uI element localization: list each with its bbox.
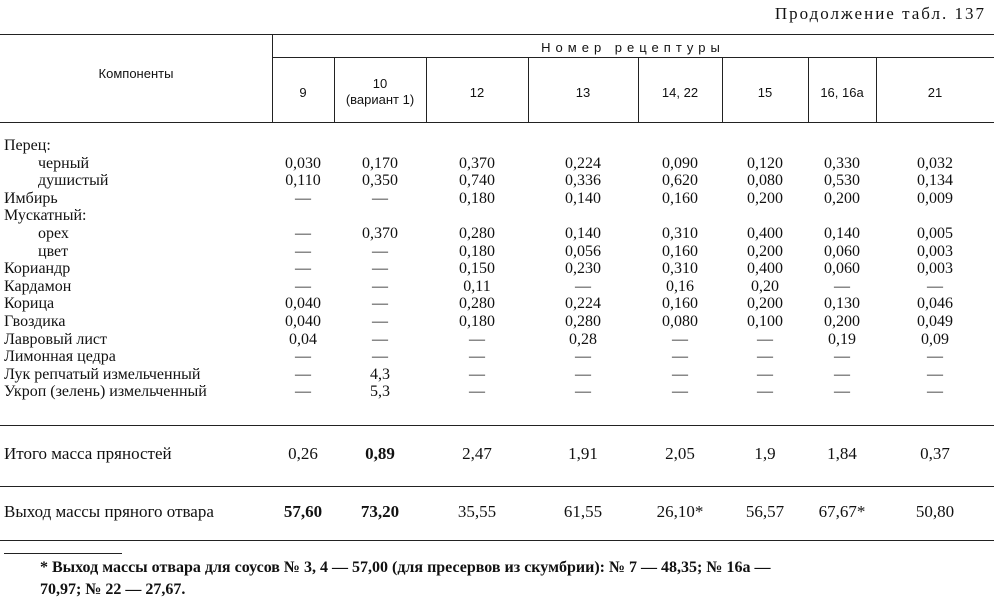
table-cell: 0,200 xyxy=(747,242,783,260)
table-cell: 0,310 xyxy=(662,225,698,242)
table-cell: 0,060 xyxy=(824,242,860,260)
table-cell: 0,180 xyxy=(459,189,495,207)
table-row xyxy=(0,313,994,330)
table-cell: 0,230 xyxy=(565,260,601,278)
table-cell: — xyxy=(295,348,311,366)
table-cell: — xyxy=(927,383,943,401)
table-cell: 0,110 xyxy=(285,172,321,190)
table-cell: 0,120 xyxy=(747,154,783,172)
table-cell: 2,05 xyxy=(665,444,695,463)
page-title: Продолжение табл. 137 xyxy=(774,4,986,23)
table-cell: — xyxy=(469,383,485,401)
table-cell: 0,100 xyxy=(747,313,783,330)
table-cell: 0,330 xyxy=(824,154,860,172)
table-cell: 0,370 xyxy=(459,154,495,172)
table-cell: 0,280 xyxy=(565,313,601,330)
table-cell: 0,130 xyxy=(824,295,860,313)
table-cell: — xyxy=(469,365,485,383)
table-cell: 0,200 xyxy=(747,189,783,207)
table-cell: — xyxy=(372,189,388,207)
table-cell: 0,140 xyxy=(824,225,860,242)
table-cell: 0,19 xyxy=(828,330,856,348)
table-cell: 0,140 xyxy=(565,189,601,207)
table-cell: — xyxy=(757,383,773,401)
table-row xyxy=(0,137,994,154)
row-label: Перец: xyxy=(4,137,51,154)
table-cell: 0,224 xyxy=(565,154,601,172)
table-cell: 0,150 xyxy=(459,260,495,278)
table-cell: — xyxy=(834,383,850,401)
header-bottom-rule xyxy=(0,122,994,123)
table-cell: 0,030 xyxy=(285,154,321,172)
table-cell: 0,620 xyxy=(662,172,698,190)
row-label: Лавровый лист xyxy=(4,330,108,348)
table-cell: — xyxy=(295,365,311,383)
table-top-rule xyxy=(0,34,994,35)
table-cell: — xyxy=(295,383,311,401)
table-cell: 0,032 xyxy=(917,154,953,172)
table-cell: 0,080 xyxy=(747,172,783,190)
row-label: Укроп (зелень) измельченный xyxy=(4,383,207,401)
table-cell: 0,04 xyxy=(289,330,317,348)
table-row xyxy=(0,190,994,207)
table-cell: 0,160 xyxy=(662,295,698,313)
table-cell: 0,049 xyxy=(917,313,953,330)
table-cell: 1,91 xyxy=(568,444,598,463)
table-cell: 0,20 xyxy=(751,277,779,295)
group-rule xyxy=(272,57,994,58)
table-cell: 0,280 xyxy=(459,225,495,242)
table-cell: 61,55 xyxy=(563,502,603,521)
table-cell: 0,180 xyxy=(459,242,495,260)
table-cell: — xyxy=(575,383,591,401)
footnote xyxy=(40,557,980,601)
row-label: Лук репчатый измельченный xyxy=(4,365,201,383)
components-header: Компоненты xyxy=(98,66,174,81)
recipe-number-header: Номер рецептуры xyxy=(541,40,725,55)
table-cell: 2,47 xyxy=(462,444,492,463)
table-cell: 0,200 xyxy=(747,295,783,313)
table-bottom-rule xyxy=(0,540,994,541)
table-cell: 0,09 xyxy=(921,330,949,348)
table-cell: 0,040 xyxy=(285,295,321,313)
output-label: Выход массы пряного отвара xyxy=(4,502,214,521)
column-header: 14, 22 xyxy=(661,85,699,100)
table-row xyxy=(0,278,994,295)
table-cell: 0,080 xyxy=(662,313,698,330)
table-cell: — xyxy=(372,313,388,330)
table-cell: — xyxy=(372,242,388,260)
table-cell: 5,3 xyxy=(370,383,390,401)
table-cell: 0,046 xyxy=(917,295,953,313)
table-cell: 0,180 xyxy=(459,313,495,330)
table-cell: 1,9 xyxy=(754,444,776,463)
table-cell: 0,336 xyxy=(565,172,601,190)
table-cell: 0,003 xyxy=(917,242,953,260)
table-cell: 0,009 xyxy=(917,189,953,207)
table-row xyxy=(0,243,994,260)
table-cell: 0,370 xyxy=(362,225,398,242)
body-bottom-rule xyxy=(0,425,994,426)
table-cell: — xyxy=(372,277,388,295)
table-cell: — xyxy=(295,225,311,242)
table-cell: — xyxy=(927,348,943,366)
table-row xyxy=(0,366,994,383)
column-header: 21 xyxy=(927,85,943,100)
total-bottom-rule xyxy=(0,486,994,487)
table-cell: — xyxy=(834,348,850,366)
table-cell: — xyxy=(927,365,943,383)
table-cell: 0,160 xyxy=(662,189,698,207)
table-cell: 57,60 xyxy=(283,502,323,521)
table-cell: 0,200 xyxy=(824,313,860,330)
table-cell: 0,400 xyxy=(747,260,783,278)
table-cell: 0,37 xyxy=(920,444,950,463)
row-label: цвет xyxy=(38,242,69,260)
column-header: 9 xyxy=(299,85,307,100)
footnote-line: * Выход массы отвара для соусов № 3, 4 — 57,00 (для пресервов из скумбрии): № 7 — 48,35; № 16а — xyxy=(40,559,771,576)
table-row xyxy=(0,172,994,189)
table-row xyxy=(0,348,994,365)
table-cell: 0,740 xyxy=(459,172,495,190)
table-cell: 0,224 xyxy=(565,295,601,313)
table-cell: — xyxy=(575,365,591,383)
table-cell: 1,84 xyxy=(827,444,857,463)
table-cell: 0,89 xyxy=(365,444,395,463)
table-cell: — xyxy=(672,330,688,348)
table-cell: — xyxy=(757,348,773,366)
table-cell: — xyxy=(672,348,688,366)
table-cell: — xyxy=(834,277,850,295)
column-header: 12 xyxy=(469,85,485,100)
table-row xyxy=(0,260,994,277)
table-cell: 0,26 xyxy=(288,444,318,463)
table-cell: — xyxy=(927,277,943,295)
table-cell: 0,280 xyxy=(459,295,495,313)
table-cell: 0,040 xyxy=(285,313,321,330)
table-cell: 0,350 xyxy=(362,172,398,190)
table-cell: 0,056 xyxy=(565,242,601,260)
table-cell: 0,134 xyxy=(917,172,953,190)
table-cell: 0,28 xyxy=(569,330,597,348)
row-label: Кардамон xyxy=(4,277,72,295)
column-header: 10 xyxy=(372,76,388,91)
table-cell: 35,55 xyxy=(457,502,497,521)
row-label: душистый xyxy=(38,172,109,190)
table-cell: — xyxy=(295,189,311,207)
table-cell: 0,005 xyxy=(917,225,953,242)
total-label: Итого масса пряностей xyxy=(4,444,172,463)
table-cell: — xyxy=(757,365,773,383)
table-cell: 0,140 xyxy=(565,225,601,242)
table-cell: 0,11 xyxy=(463,277,491,295)
table-cell: — xyxy=(295,260,311,278)
column-header: 15 xyxy=(757,85,773,100)
row-label: Гвоздика xyxy=(4,313,66,330)
table-cell: 0,160 xyxy=(662,242,698,260)
table-cell: — xyxy=(372,330,388,348)
table-cell: — xyxy=(469,330,485,348)
column-header: 16, 16а xyxy=(820,85,864,100)
table-cell: 73,20 xyxy=(360,502,400,521)
table-row xyxy=(0,207,994,224)
table-row xyxy=(0,155,994,172)
table-cell: 0,530 xyxy=(824,172,860,190)
table-cell: 0,310 xyxy=(662,260,698,278)
table-cell: 0,090 xyxy=(662,154,698,172)
table-cell: — xyxy=(575,277,591,295)
table-row xyxy=(0,383,994,400)
footnote-line: 70,97; № 22 — 27,67. xyxy=(40,581,186,598)
row-label: Кориандр xyxy=(4,260,71,278)
table-cell: 0,003 xyxy=(917,260,953,278)
table-cell: — xyxy=(295,277,311,295)
table-cell: 26,10* xyxy=(656,502,704,521)
table-cell: 0,16 xyxy=(666,277,694,295)
table-row xyxy=(0,295,994,312)
column-header-sub: (вариант 1) xyxy=(345,92,415,107)
table-cell: — xyxy=(372,295,388,313)
table-cell: 0,170 xyxy=(362,154,398,172)
row-label: Имбирь xyxy=(4,189,58,207)
table-cell: — xyxy=(372,348,388,366)
table-cell: — xyxy=(469,348,485,366)
table-cell: — xyxy=(372,260,388,278)
table-row xyxy=(0,225,994,242)
table-cell: — xyxy=(757,330,773,348)
row-label: Корица xyxy=(4,295,55,313)
table-cell: 67,67* xyxy=(818,502,866,521)
table-cell: — xyxy=(672,365,688,383)
footnote-rule xyxy=(4,553,122,554)
table-row xyxy=(0,331,994,348)
table-cell: 0,200 xyxy=(824,189,860,207)
table-cell: 4,3 xyxy=(370,365,390,383)
table-cell: — xyxy=(295,242,311,260)
table-cell: — xyxy=(834,365,850,383)
table-cell: 0,060 xyxy=(824,260,860,278)
row-label: Лимонная цедра xyxy=(4,348,116,366)
table-cell: 0,400 xyxy=(747,225,783,242)
table-cell: — xyxy=(575,348,591,366)
column-header: 13 xyxy=(575,85,591,100)
table-cell: 56,57 xyxy=(745,502,785,521)
row-label: Мускатный: xyxy=(4,207,87,225)
row-label: черный xyxy=(38,154,90,172)
row-label: орех xyxy=(38,225,69,242)
table-cell: 50,80 xyxy=(915,502,955,521)
table-cell: — xyxy=(672,383,688,401)
